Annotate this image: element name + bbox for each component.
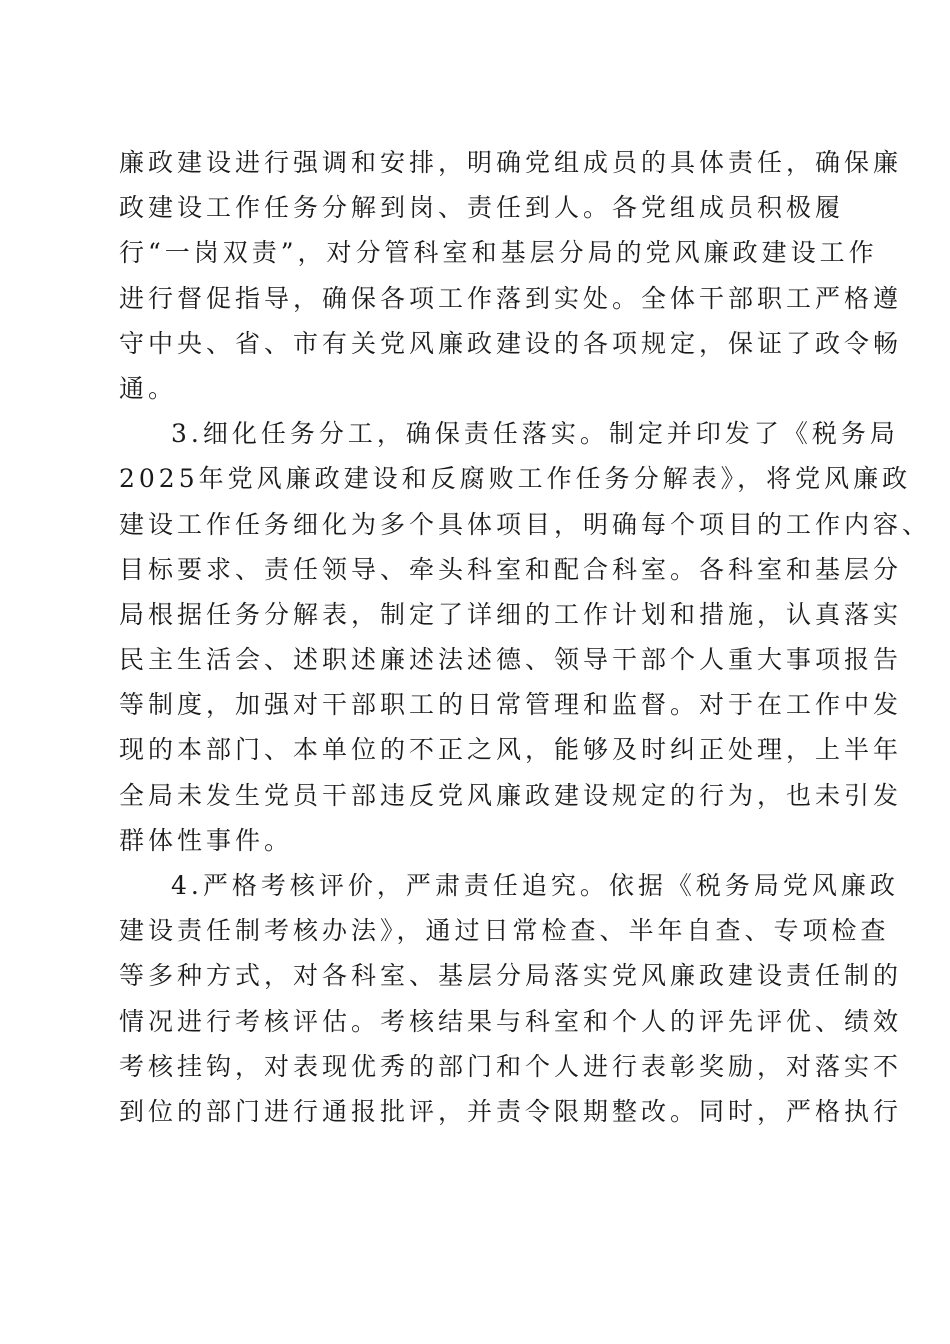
text-line: 群体性事件。 bbox=[119, 825, 294, 855]
text-line: 行“一岗双责”，对分管科室和基层分局的党风廉政建设工作 bbox=[119, 238, 878, 268]
text-line: 全局未发生党员干部违反党风廉政建设规定的行为，也未引发 bbox=[119, 780, 903, 810]
text-line: 等制度，加强对干部职工的日常管理和监督。对于在工作中发 bbox=[119, 690, 903, 720]
text-line: 情况进行考核评估。考核结果与科室和个人的评先评优、绩效 bbox=[119, 1006, 903, 1036]
paragraph-heading-line: 3.细化任务分工，确保责任落实。制定并印发了《税务局 bbox=[171, 419, 899, 449]
text-line: 廉政建设进行强调和安排，明确党组成员的具体责任，确保廉 bbox=[119, 148, 903, 177]
text-line: 等多种方式，对各科室、基层分局落实党风廉政建设责任制的 bbox=[119, 961, 903, 991]
text-line: 政建设工作任务分解到岗、责任到人。各党组成员积极履 bbox=[119, 193, 845, 223]
text-line: 守中央、省、市有关党风廉政建设的各项规定，保证了政令畅 bbox=[119, 328, 903, 358]
text-line: 到位的部门进行通报批评，并责令限期整改。同时，严格执行 bbox=[119, 1096, 903, 1126]
text-line: 进行督促指导，确保各项工作落到实处。全体干部职工严格遵 bbox=[119, 283, 903, 313]
text-line: 2025年党风廉政建设和反腐败工作任务分解表》，将党风廉政 bbox=[119, 464, 912, 494]
paragraph-heading-line: 4.严格考核评价，严肃责任追究。依据《税务局党风廉政 bbox=[171, 871, 899, 900]
body-text bbox=[119, 140, 932, 1134]
text-line: 目标要求、责任领导、牵头科室和配合科室。各科室和基层分 bbox=[119, 554, 903, 584]
text-line: 民主生活会、述职述廉述法述德、领导干部个人重大事项报告 bbox=[119, 645, 903, 675]
text-line: 通。 bbox=[119, 373, 178, 403]
text-line: 考核挂钩，对表现优秀的部门和个人进行表彰奖励，对落实不 bbox=[119, 1051, 903, 1081]
text-line: 局根据任务分解表，制定了详细的工作计划和措施，认真落实 bbox=[119, 599, 903, 629]
text-line: 建设责任制考核办法》，通过日常检查、半年自查、专项检查 bbox=[119, 916, 890, 946]
text-line: 建设工作任务细化为多个具体项目，明确每个项目的工作内容、 bbox=[119, 509, 932, 539]
text-line: 现的本部门、本单位的不正之风，能够及时纠正处理，上半年 bbox=[119, 735, 903, 765]
